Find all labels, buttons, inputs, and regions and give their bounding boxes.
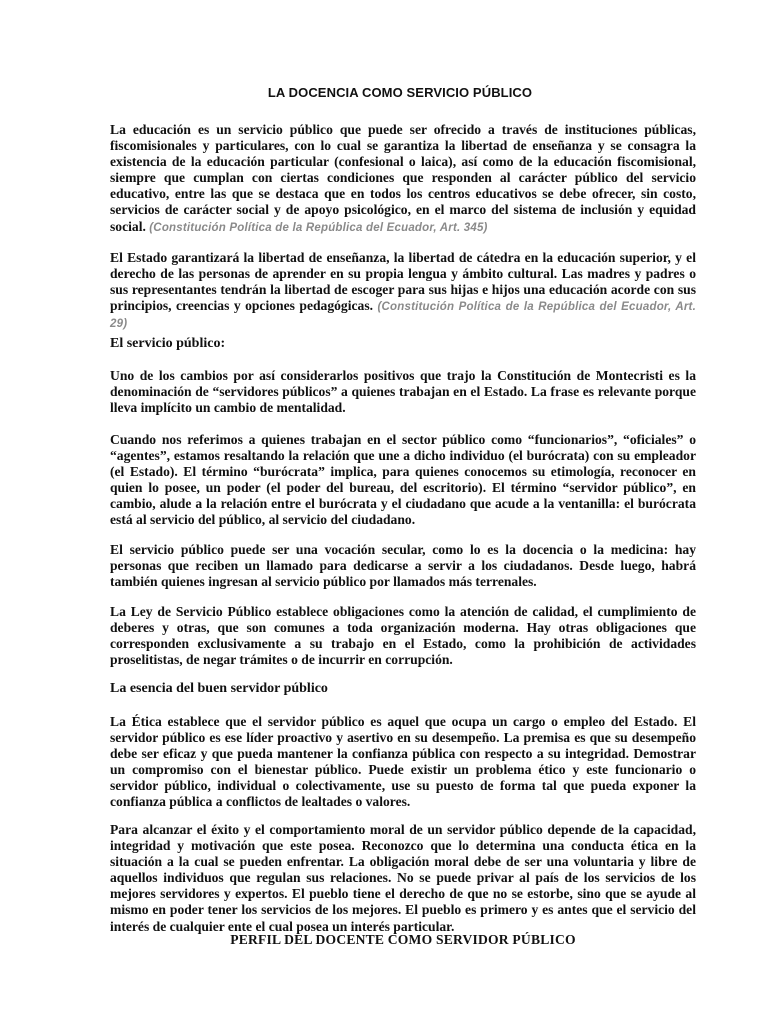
paragraph-text: La Ética establece que el servidor público es aquel que ocupa un cargo o empleo del Estado. El servidor público es ese líder proactivo y asertivo en su desempeño. La premisa es que su desempeño debe ser eficaz y que pueda mantener la confianza pública con respecto a su integridad. Demostrar un compromiso con el bienestar público. Puede existir un problema ético y este funcionario o servidor público, individual o colectivamente, use su puesto de forma tal que pueda exponer la confianza pública a conflictos de lealtades o valores. [110,714,696,810]
paragraph-text: La Ley de Servicio Público establece obligaciones como la atención de calidad, el cumplimiento de deberes y otras, que son comunes a toda organización moderna. Hay otras obligaciones que corresponden exclusivamente a su trabajo en el Estado, como la prohibición de actividades proselitistas, de negar trámites o de incurrir en corrupción. [110,604,696,668]
paragraph-text: Cuando nos referimos a quienes trabajan en el sector público como “funcionarios”, “oficiales” o “agentes”, estamos resaltando la relación que une a dicho individuo (el burócrata) con su empleador (el Estado). El término “burócrata” implica, para quienes conocemos su etimología, reconocer en quien lo posee, un poder (el poder del bureau, del escritorio). El término “servidor público”, en cambio, alude a la relación entre el burócrata y el ciudadano que acude a la ventanilla: el burócrata está al servicio del público, al servicio del ciudadano. [110,432,696,528]
section-heading-servicio-publico: El servicio público: [110,336,226,351]
section-title-perfil-docente: PERFIL DEL DOCENTE COMO SERVIDOR PÚBLICO [230,932,576,947]
paragraph-exito [110,822,696,935]
citation-art-345: (Constitución Política de la República del Ecuador, Art. 345) [149,221,488,234]
paragraph-text: Uno de los cambios por así considerarlos positivos que trajo la Constitución de Montecristi es la denominación de “servidores públicos” a quienes trabajan en el Estado. La frase es relevante porque lleva implícito un cambio de mentalidad. [110,368,696,416]
paragraph-ley [110,604,696,668]
paragraph-text: El servicio público puede ser una vocación secular, como lo es la docencia o la medicina: hay personas que reciben un llamado para dedicarse a servir a los ciudadanos. Desde luego, habrá también quienes ingresan al servicio público por llamados más terrenales. [110,542,696,590]
section-heading-esencia: La esencia del buen servidor público [110,681,328,696]
citation-art-29: (Constitución Política de la República del Ecuador, Art. 29) [110,301,696,331]
page-title: LA DOCENCIA COMO SERVICIO PÚBLICO [267,85,533,100]
paragraph-education [110,122,696,236]
paragraph-vocacion [110,542,696,590]
paragraph-text: El Estado garantizará la libertad de enseñanza, la libertad de cátedra en la educación superior, y el derecho de las personas de aprender en su propia lengua y ámbito cultural. Las madres y padres o sus representantes tendrán la libertad de escoger para sus hijas e hijos una educación acorde con sus principios, creencias y opciones pedagógicas. [110,250,696,314]
paragraph-montecristi [110,368,696,416]
paragraph-freedom [110,250,696,332]
paragraph-funcionarios [110,432,696,529]
paragraph-text: La educación es un servicio público que puede ser ofrecido a través de instituciones públicas, fiscomisionales y particulares, con lo cual se garantiza la libertad de enseñanza y se consagra la existencia de la educación particular (confesional o laica), así como de la educación fiscomisional, siempre que cumplan con ciertas condiciones que responden al carácter público del servicio educativo, entre las que se destaca que en todos los centros educativos se debe ofrecer, sin costo, servicios de carácter social y de apoyo psicológico, en el marco del sistema de inclusión y equidad social. [110,122,696,234]
paragraph-etica [110,714,696,811]
paragraph-text: Para alcanzar el éxito y el comportamiento moral de un servidor público depende de la capacidad, integridad y motivación que este posea. Reconozco que lo determina una conducta ética en la situación a la cual se pueden enfrentar. La obligación moral debe de ser una voluntaria y libre de aquellos individuos que regulan sus relaciones. No se puede privar al país de los servicios de los mejores servidores y expertos. El pueblo tiene el derecho de que no se estorbe, sino que se ayude al mismo en poder tener los servicios de los mejores. El pueblo es primero y es antes que el servicio del interés de cualquier ente el cual posea un interés particular. [110,822,696,934]
